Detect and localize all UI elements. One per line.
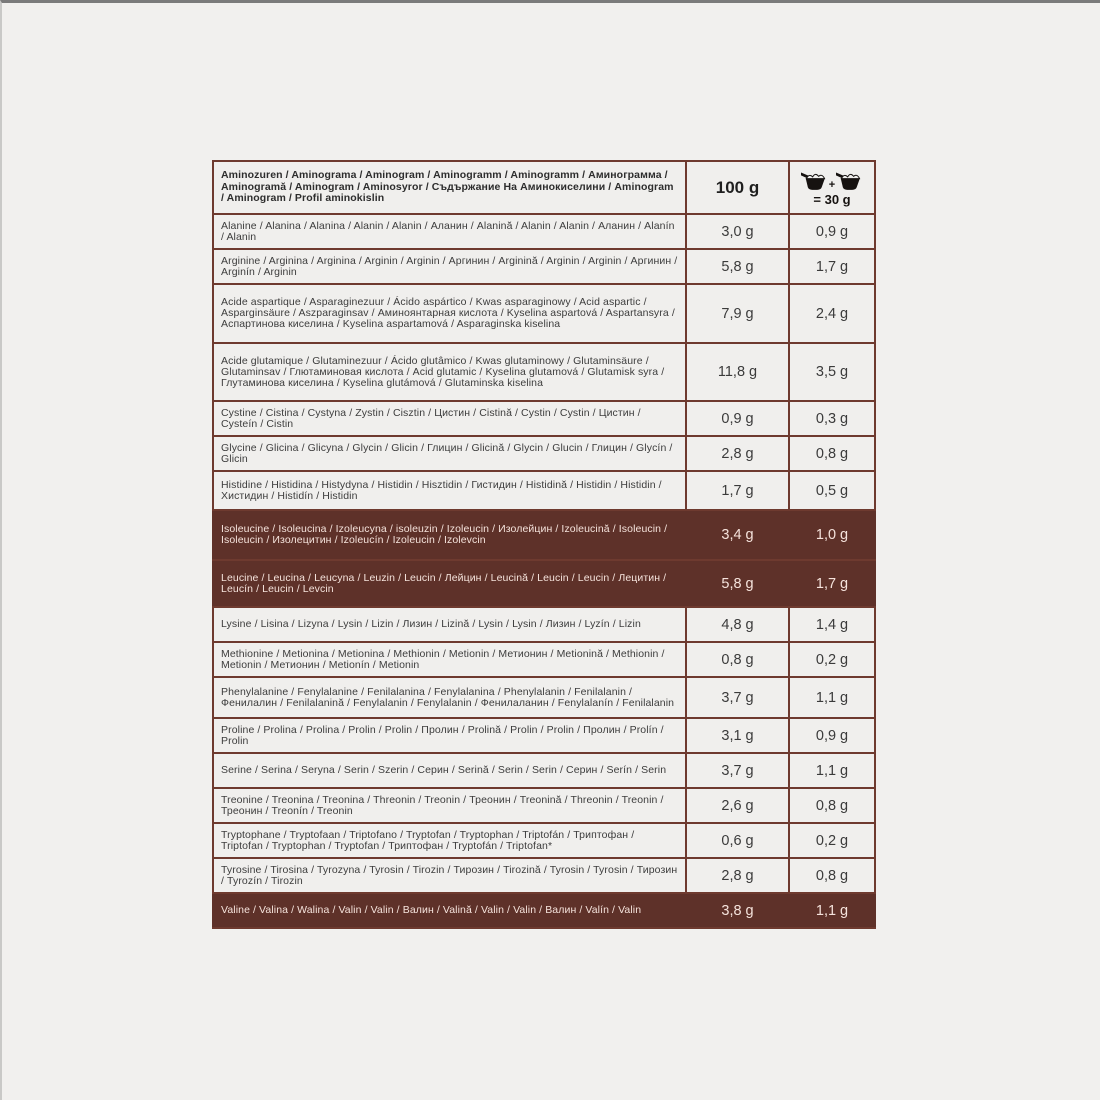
table-row	[213, 677, 875, 718]
table-row	[213, 893, 875, 928]
scoop-icons-group	[790, 170, 874, 192]
amino-acid-label-cell	[213, 642, 686, 677]
per-30g-value: 0,2 g	[789, 823, 875, 858]
amino-acid-label-cell	[213, 718, 686, 753]
per-30g-value: 0,8 g	[789, 788, 875, 823]
amino-acid-label: Tyrosine / Tirosina / Tyrozyna / Tyrosin / Tirozin / Тирозин / Tirozină / Tyrosin / Tyrosin / Тирозин / Tyrozín / Tirozin	[221, 863, 678, 887]
per-100g-value: 3,8 g	[686, 893, 789, 928]
amino-acid-label: Glycine / Glicina / Glicyna / Glycin / Glicin / Глицин / Glicină / Glycin / Glucin / Глицин / Glycín / Glicin	[221, 441, 673, 465]
amino-acid-label: Treonine / Treonina / Treonina / Threonin / Treonin / Треонин / Treonină / Threonin / Treonin / Треонин / Treonín / Treonin	[221, 793, 664, 817]
table-row	[213, 436, 875, 471]
table-row	[213, 607, 875, 642]
table-row	[213, 718, 875, 753]
per-30g-value: 0,3 g	[789, 401, 875, 436]
per-100g-value: 5,8 g	[686, 249, 789, 284]
plus-sign: +	[828, 178, 836, 191]
table-header-row	[213, 161, 875, 214]
measuring-scoop-icon	[836, 170, 863, 192]
per-100g-value: 5,8 g	[686, 560, 789, 607]
amino-acid-label: Alanine / Alanina / Alanina / Alanin / Alanin / Аланин / Alanină / Alanin / Alanin / Аланин / Alanín / Alanin	[221, 219, 675, 243]
aminogram-title	[213, 161, 686, 214]
per-100g-value: 2,8 g	[686, 858, 789, 893]
amino-acid-label: Methionine / Metionina / Metionina / Methionin / Metionin / Метионин / Metionină / Methionin / Metionin / Метионин / Metionín / Metionin	[221, 647, 665, 671]
amino-acid-label: Proline / Prolina / Prolina / Prolin / Prolin / Пролин / Prolină / Prolin / Prolin / Пролин / Prolín / Prolin	[221, 723, 664, 747]
per-30g-value: 0,9 g	[789, 214, 875, 249]
aminogram-table	[212, 160, 876, 929]
per-30g-value: 0,9 g	[789, 718, 875, 753]
per-30g-value: 1,1 g	[789, 753, 875, 788]
per-100g-column-header: 100 g	[686, 161, 789, 214]
per-100g-value: 0,6 g	[686, 823, 789, 858]
amino-acid-label: Tryptophane / Tryptofaan / Triptofano / Tryptofan / Tryptophan / Triptofán / Триптофан / Triptofan / Tryptophan / Tryptofan / Триптофан / Tryptofán / Triptofan*	[221, 828, 635, 852]
amino-acid-label-cell	[213, 677, 686, 718]
amino-acid-label: Phenylalanine / Fenylalanine / Fenilalanina / Fenylalanina / Phenylalanin / Fenilalanin / Фенилалин / Fenilalanină / Fenylalanin / Fenylalanin / Фенилаланин / Fenylalanín / Fenilalanin	[221, 685, 675, 709]
per-30g-value: 0,2 g	[789, 642, 875, 677]
per-30g-value: 1,4 g	[789, 607, 875, 642]
per-100g-value: 3,1 g	[686, 718, 789, 753]
per-30g-value: 3,5 g	[789, 343, 875, 401]
amino-acid-label: Arginine / Arginina / Arginina / Arginin / Arginin / Аргинин / Arginină / Arginin / Arginin / Аргинин / Arginín / Arginin	[221, 254, 678, 278]
table-row	[213, 642, 875, 677]
per-100g-value: 11,8 g	[686, 343, 789, 401]
table-row	[213, 343, 875, 401]
per-100g-value: 0,8 g	[686, 642, 789, 677]
per-100g-value: 3,0 g	[686, 214, 789, 249]
amino-acid-label: Lysine / Lisina / Lizyna / Lysin / Lizin / Лизин / Lizină / Lysin / Lysin / Лизин / Lyzín / Lizin	[221, 618, 641, 630]
per-100g-value: 0,9 g	[686, 401, 789, 436]
measuring-scoop-icon	[801, 170, 828, 192]
amino-acid-label: Leucine / Leucina / Leucyna / Leuzin / Leucin / Лейцин / Leucină / Leucin / Leucin / Лецитин / Leucín / Leucin / Levcin	[221, 571, 667, 595]
per-30g-value: 1,7 g	[789, 560, 875, 607]
amino-acid-label-cell	[213, 401, 686, 436]
aminogram-table-container	[212, 160, 876, 929]
per-30g-value: 1,1 g	[789, 677, 875, 718]
amino-acid-label-cell	[213, 823, 686, 858]
table-row	[213, 214, 875, 249]
per-30g-value: 0,8 g	[789, 858, 875, 893]
amino-acid-label-cell	[213, 343, 686, 401]
per-100g-value: 2,6 g	[686, 788, 789, 823]
scoop-weight-label: = 30 g	[813, 191, 851, 207]
per-scoop-column-header	[789, 161, 875, 214]
amino-acid-label-cell	[213, 607, 686, 642]
per-100g-value: 2,8 g	[686, 436, 789, 471]
per-100g-value: 3,7 g	[686, 677, 789, 718]
amino-acid-label: Acide glutamique / Glutaminezuur / Ácido glutâmico / Kwas glutaminowy / Glutaminsäure / Glutaminsav / Глютаминовая кислота / Acid glutamic / Kyselina glutamová / Glutamisk syra / Глутаминова киселина / Kyselina glutámová / Glutaminska kiselina	[221, 354, 665, 389]
table-row	[213, 823, 875, 858]
amino-acid-label-cell	[213, 471, 686, 510]
table-row	[213, 249, 875, 284]
amino-acid-label: Serine / Serina / Seryna / Serin / Szerin / Серин / Serină / Serin / Serin / Серин / Serín / Serin	[221, 764, 667, 776]
amino-acid-label-cell	[213, 510, 686, 560]
amino-acid-label-cell	[213, 858, 686, 893]
amino-acid-label: Histidine / Histidina / Histydyna / Histidin / Hisztidin / Гистидин / Histidină / Histidin / Histidin / Хистидин / Histidín / Histidin	[221, 478, 662, 502]
table-row	[213, 858, 875, 893]
amino-acid-label: Isoleucine / Isoleucina / Izoleucyna / isoleuzin / Izoleucin / Изолейцин / Izoleucină / Isoleucin / Isoleucin / Изолецитин / Izoleucín / Izoleucin / Izolevcin	[221, 523, 668, 546]
amino-acid-label-cell	[213, 893, 686, 928]
per-30g-value: 1,0 g	[789, 510, 875, 560]
per-30g-value: 2,4 g	[789, 284, 875, 343]
per-100g-value: 3,7 g	[686, 753, 789, 788]
per-30g-value: 1,1 g	[789, 893, 875, 928]
amino-acid-label: Acide aspartique / Asparaginezuur / Ácido aspártico / Kwas asparaginowy / Acid aspartic / Asparginsäure / Aszparaginsav / Аминоянтарная кислота / Kyselina aspartová / Aspartansyra / Аспартинова киселина / Kyselina aspartamová / Asparaginska kiselina	[221, 296, 675, 330]
amino-acid-label-cell	[213, 249, 686, 284]
per-30g-value: 1,7 g	[789, 249, 875, 284]
table-row	[213, 471, 875, 510]
per-30g-value: 0,8 g	[789, 436, 875, 471]
table-row	[213, 510, 875, 560]
amino-acid-label-cell	[213, 284, 686, 343]
amino-acid-label: Valine / Valina / Walina / Valin / Valin / Валин / Valină / Valin / Valin / Валин / Valín / Valin	[221, 904, 642, 916]
table-row	[213, 753, 875, 788]
table-row	[213, 284, 875, 343]
table-row	[213, 788, 875, 823]
per-100g-value: 1,7 g	[686, 471, 789, 510]
table-row	[213, 401, 875, 436]
amino-acid-label: Cystine / Cistina / Cystyna / Zystin / Cisztin / Цистин / Cistină / Cystin / Cystin / Цистин / Cysteín / Cistin	[221, 406, 641, 430]
per-100g-value: 4,8 g	[686, 607, 789, 642]
amino-acid-label-cell	[213, 788, 686, 823]
amino-acid-label-cell	[213, 214, 686, 249]
aminogram-title-text: Aminozuren / Aminograma / Aminogram / Aminogramm / Aminogramm / Аминограмма / Aminogramă / Aminogram / Aminosyror / Съдържание На Аминокиселини / Aminogram / Aminogram / Profil aminokislin	[221, 169, 674, 205]
table-row	[213, 560, 875, 607]
amino-acid-label-cell	[213, 753, 686, 788]
amino-acid-label-cell	[213, 560, 686, 607]
per-100g-value: 7,9 g	[686, 284, 789, 343]
per-30g-value: 0,5 g	[789, 471, 875, 510]
amino-acid-label-cell	[213, 436, 686, 471]
per-100g-value: 3,4 g	[686, 510, 789, 560]
